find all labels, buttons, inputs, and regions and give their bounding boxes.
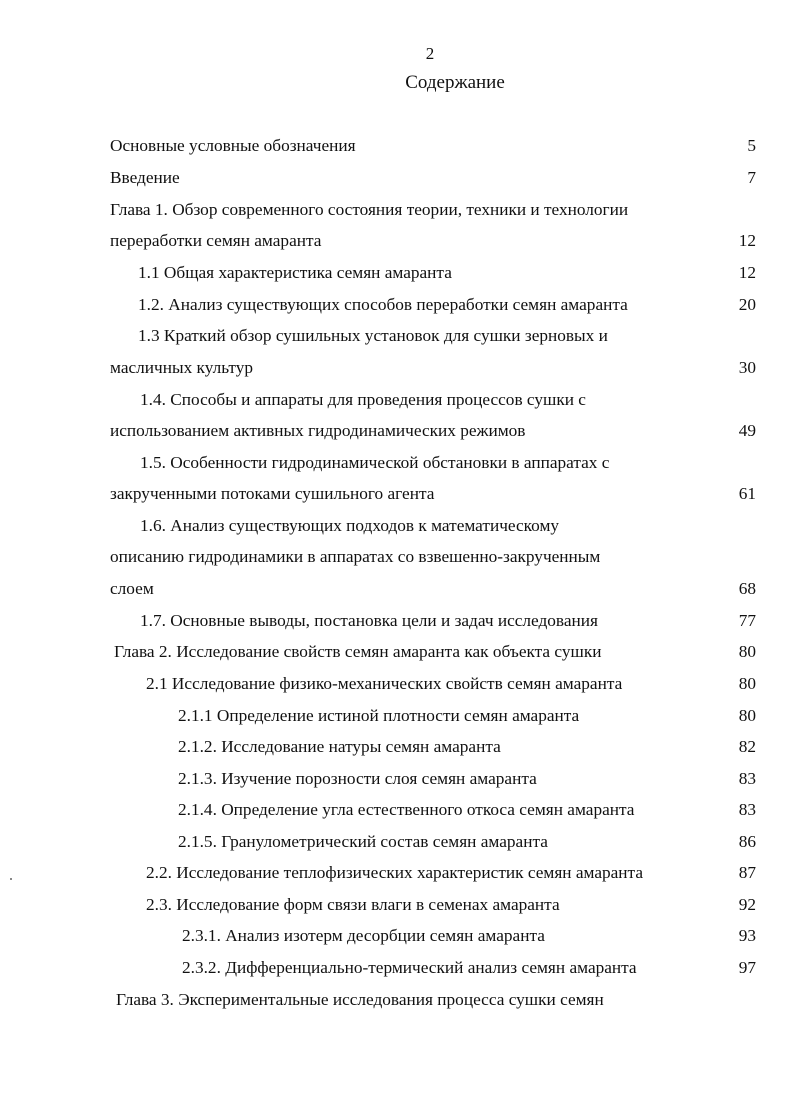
toc-page-number: 12 bbox=[738, 263, 756, 282]
toc-page-number: 97 bbox=[738, 958, 756, 977]
toc-entry-line: 1.2. Анализ существующих способов переработки семян амаранта bbox=[138, 295, 628, 314]
toc-entry-line: 2.1.5. Гранулометрический состав семян амаранта bbox=[178, 832, 548, 851]
toc-page-number: 49 bbox=[738, 421, 756, 440]
toc-entry-line: 1.5. Особенности гидродинамической обстановки в аппаратах с bbox=[140, 453, 610, 472]
toc-page-number: 92 bbox=[738, 895, 756, 914]
toc-page-number: 82 bbox=[738, 737, 756, 756]
toc-entry-line: 1.6. Анализ существующих подходов к математическому bbox=[140, 516, 560, 535]
toc-page-number: 80 bbox=[738, 706, 756, 725]
toc-entry-line: 2.3.1. Анализ изотерм десорбции семян амаранта bbox=[182, 926, 545, 945]
scan-speck bbox=[10, 878, 12, 880]
toc-entry-line: 2.3. Исследование форм связи влаги в семенах амаранта bbox=[146, 895, 560, 914]
toc-page-number: 86 bbox=[738, 832, 756, 851]
toc-page-number: 7 bbox=[747, 168, 756, 187]
toc-page-number: 61 bbox=[738, 484, 756, 503]
toc-entry-line: 2.1.1 Определение истиной плотности семян амаранта bbox=[178, 706, 580, 725]
toc-entry-line: описанию гидродинамики в аппаратах со взвешенно-закрученным bbox=[110, 547, 601, 566]
toc-page-number: 20 bbox=[738, 295, 756, 314]
toc-page-number: 68 bbox=[738, 579, 756, 598]
toc-page-number: 77 bbox=[738, 611, 756, 630]
toc-entry-line: 2.1.3. Изучение порозности слоя семян амаранта bbox=[178, 769, 537, 788]
toc-entry-line: 2.2. Исследование теплофизических характеристик семян амаранта bbox=[146, 863, 643, 882]
page-number: 2 bbox=[425, 44, 435, 63]
toc-entry-line: использованием активных гидродинамических режимов bbox=[110, 421, 526, 440]
toc-page-number: 5 bbox=[747, 136, 756, 155]
toc-page-number: 80 bbox=[738, 674, 756, 693]
toc-page-number: 12 bbox=[738, 231, 756, 250]
toc-page-number: 83 bbox=[738, 800, 756, 819]
toc-entry-line: слоем bbox=[110, 579, 154, 598]
toc-entry-line: 1.1 Общая характеристика семян амаранта bbox=[138, 263, 452, 282]
toc-entry-line: 2.3.2. Дифференциально-термический анализ семян амаранта bbox=[182, 958, 637, 977]
toc-entry-line: 1.7. Основные выводы, постановка цели и задач исследования bbox=[140, 611, 598, 630]
toc-page-number: 87 bbox=[738, 863, 756, 882]
toc-entry-line: Глава 3. Экспериментальные исследования процесса сушки семян bbox=[116, 990, 604, 1009]
toc-page-number: 93 bbox=[738, 926, 756, 945]
toc-entry-line: Основные условные обозначения bbox=[110, 136, 356, 155]
toc-entry-line: Введение bbox=[110, 168, 180, 187]
toc-entry-line: 1.4. Способы и аппараты для проведения процессов сушки с bbox=[140, 390, 586, 409]
toc-entry-line: закрученными потоками сушильного агента bbox=[110, 484, 435, 503]
toc-entry-line: Глава 2. Исследование свойств семян амаранта как объекта сушки bbox=[114, 642, 602, 661]
toc-page-number: 30 bbox=[738, 358, 756, 377]
toc-entry-line: 1.3 Краткий обзор сушильных установок для сушки зерновых и bbox=[138, 326, 608, 345]
toc-page-number: 80 bbox=[738, 642, 756, 661]
toc-entry-line: 2.1.4. Определение угла естественного откоса семян амаранта bbox=[178, 800, 635, 819]
toc-entry-line: Глава 1. Обзор современного состояния теории, техники и технологии bbox=[110, 200, 629, 219]
toc-entry-line: масличных культур bbox=[110, 358, 254, 377]
toc-entry-line: 2.1 Исследование физико-механических свойств семян амаранта bbox=[146, 674, 623, 693]
toc-page-number: 83 bbox=[738, 769, 756, 788]
page-title: Содержание bbox=[405, 72, 505, 93]
toc-entry-line: 2.1.2. Исследование натуры семян амаранта bbox=[178, 737, 501, 756]
toc-entry-line: переработки семян амаранта bbox=[110, 231, 322, 250]
